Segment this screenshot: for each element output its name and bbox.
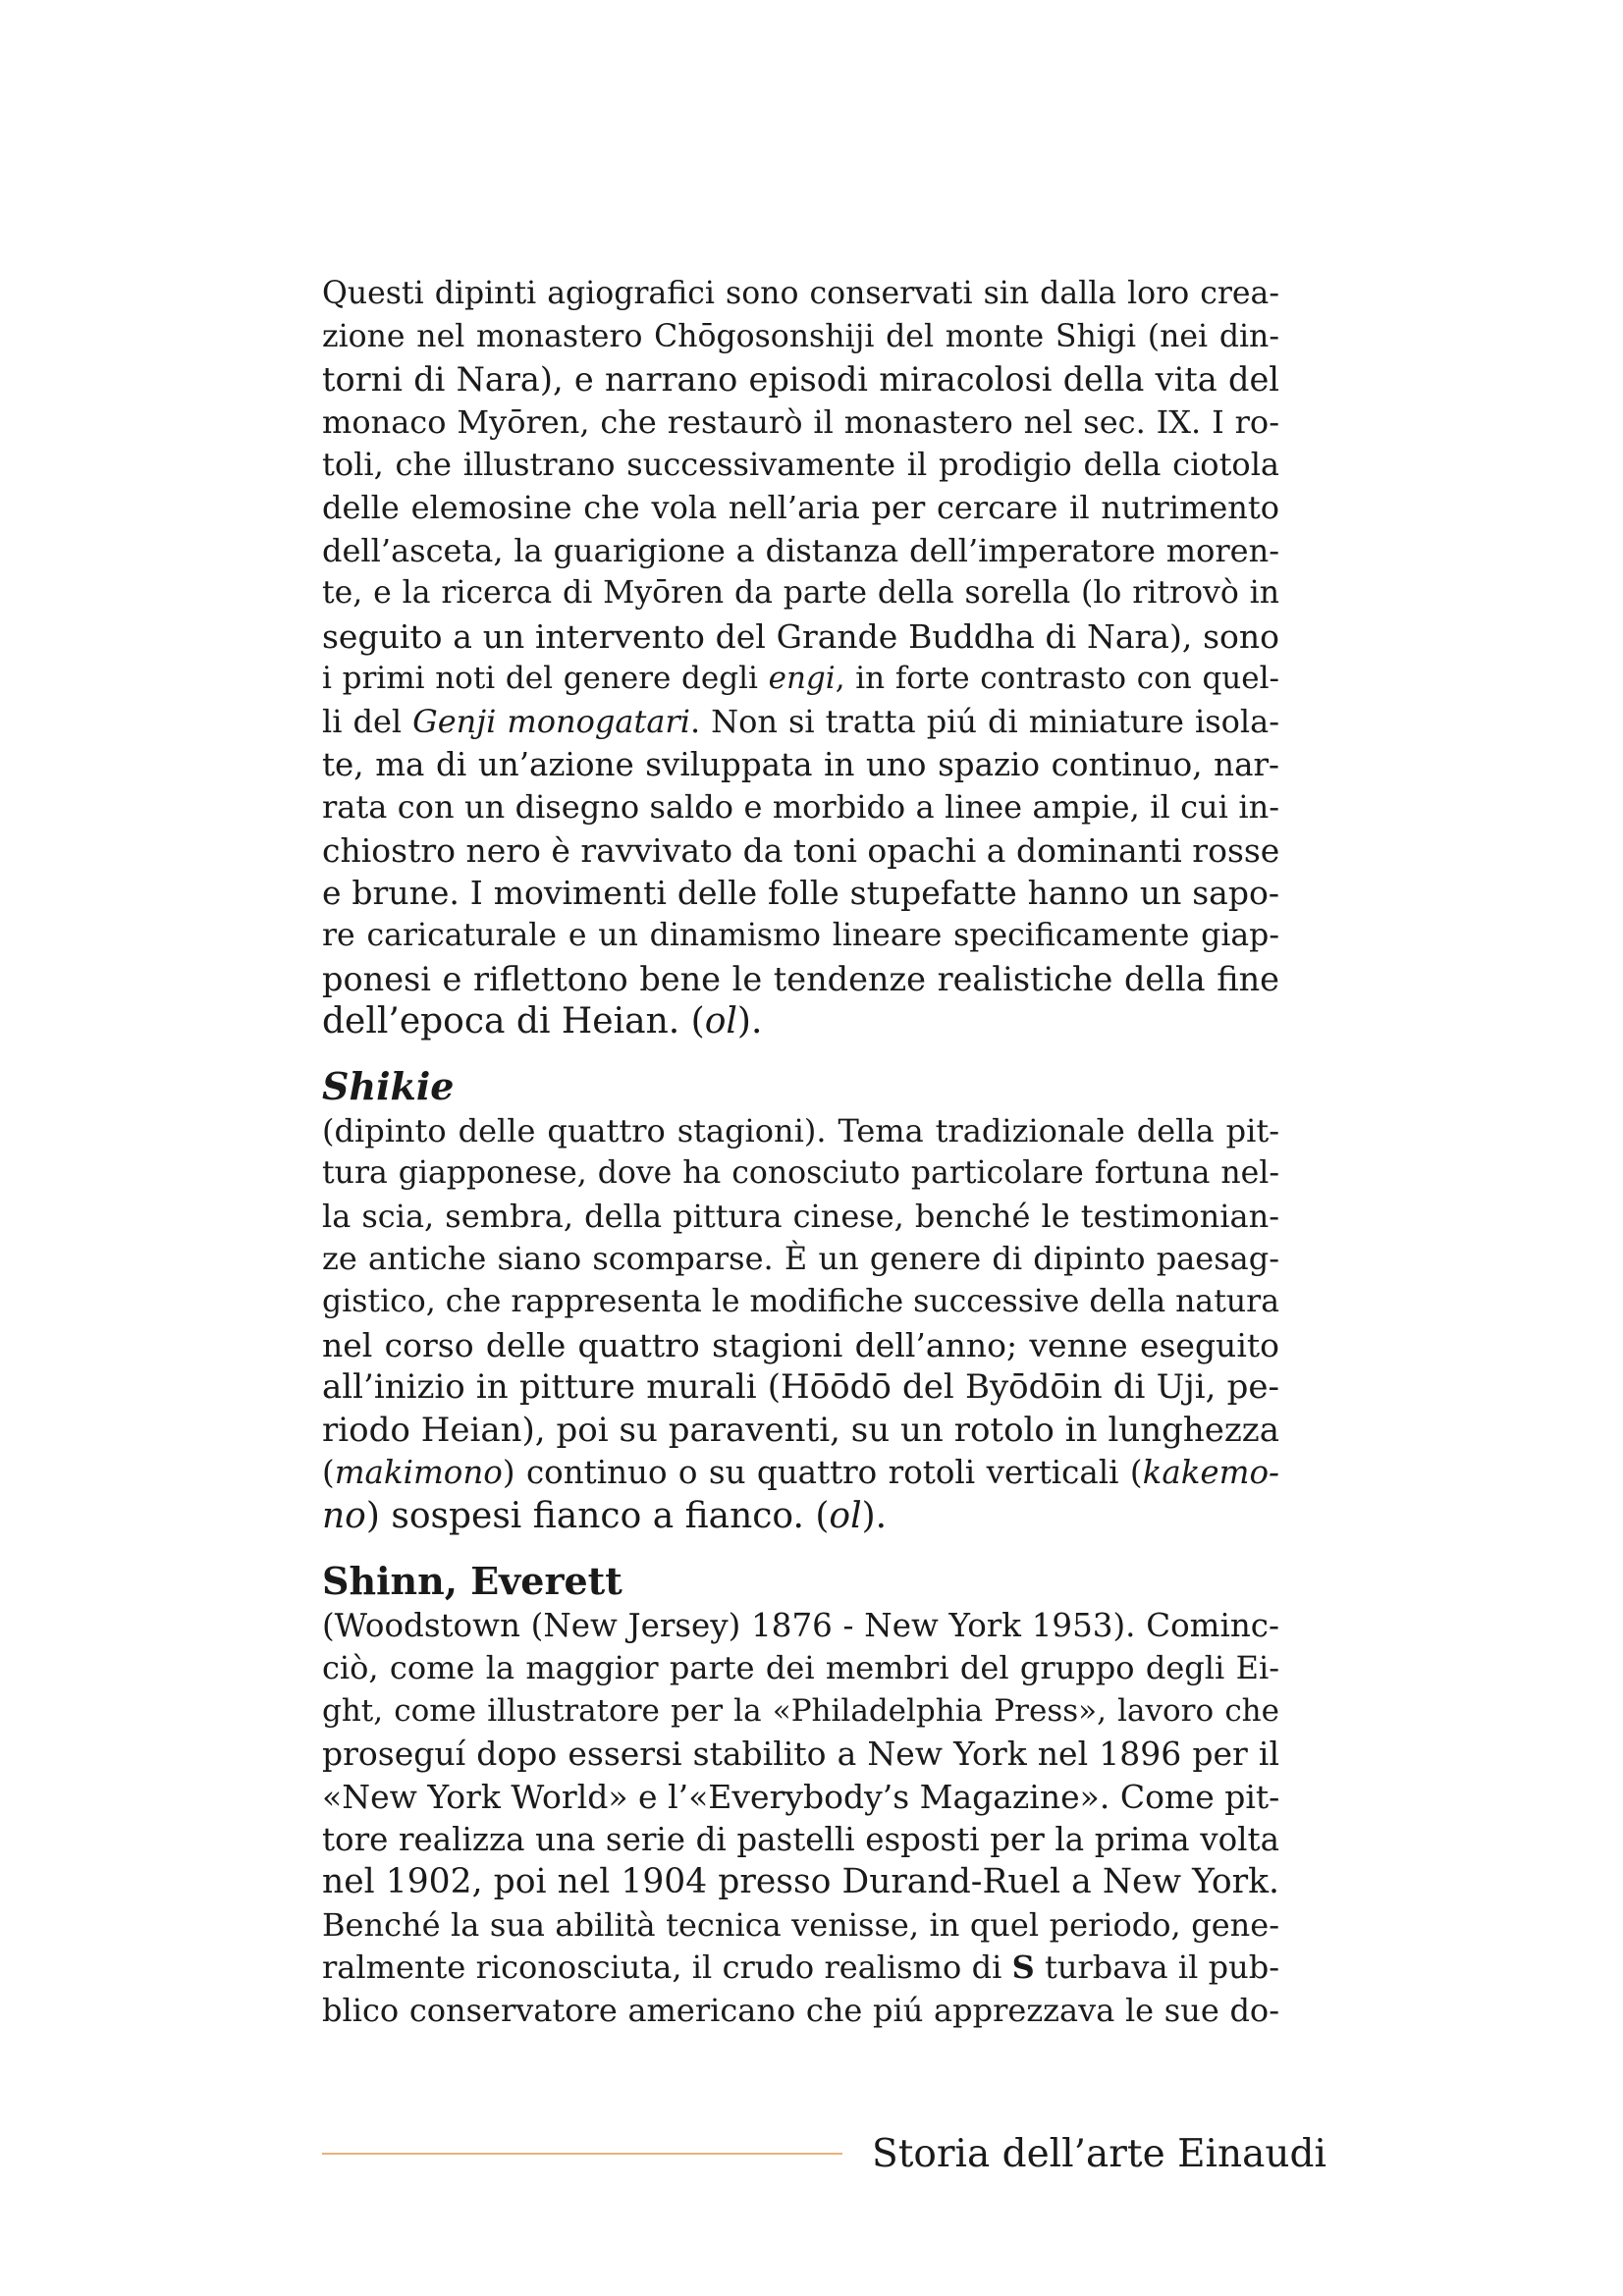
text-line: nel 1902, poi nel 1904 presso Durand-Ruel a New York. — [322, 1862, 1279, 1902]
entry-heading: Shikie — [322, 1063, 455, 1108]
text-line: dell’asceta, la guarigione a distanza dell’imperatore moren- — [322, 531, 1279, 569]
text-line: ponesi e riflettono bene le tendenze realistiche della fine — [322, 959, 1279, 998]
text-line: proseguí dopo essersi stabilito a New York nel 1896 per il — [322, 1735, 1279, 1774]
text-line: riodo Heian), poi su paraventi, su un rotolo in lunghezza — [322, 1410, 1279, 1450]
italic-term: no — [322, 1496, 366, 1537]
text-line: ght, come illustratore per la «Philadelphia Press», lavoro che — [322, 1692, 1279, 1729]
text-line: monaco Myōren, che restaurò il monastero nel sec. IX. I ro- — [322, 402, 1279, 441]
text-line: te, ma di un’azione sviluppata in uno spazio continuo, nar- — [322, 745, 1279, 783]
text-line: Benché la sua abilità tecnica venisse, in quel periodo, gene- — [322, 1905, 1279, 1944]
text-run: ( — [322, 1454, 335, 1492]
text-line — [322, 701, 1279, 744]
text-line: seguito a un intervento del Grande Buddha di Nara), sono — [322, 616, 1279, 656]
text-run: li del — [322, 702, 413, 740]
text-run: . Non si tratta piú di miniature isola- — [689, 702, 1280, 740]
text-line: (dipinto delle quattro stagioni). Tema tradizionale della pit- — [322, 1111, 1279, 1149]
text-run: turbava il pub- — [1034, 1949, 1280, 1987]
author-initials: ol — [704, 1001, 737, 1042]
text-run: ). — [861, 1496, 888, 1537]
italic-term: makimono — [334, 1454, 503, 1492]
text-line: nel corso delle quattro stagioni dell’anno; venne eseguito — [322, 1325, 1279, 1364]
entry-shinn-everett — [322, 1558, 1279, 2033]
text-line: torni di Nara), e narrano episodi miracolosi della vita del — [322, 360, 1279, 400]
text-line: chiostro nero è ravvivato da toni opachi a dominanti rosse — [322, 830, 1280, 870]
text-line — [322, 1452, 1279, 1495]
text-line: te, e la ricerca di Myōren da parte della sorella (lo ritrovò in — [322, 575, 1279, 612]
footer-rule — [322, 2153, 842, 2155]
text-run: ) continuo o su quattro rotoli verticali ( — [502, 1454, 1143, 1492]
text-line: all’inizio in pitture murali (Hōōdō del Byōdōin di Uji, pe- — [322, 1367, 1279, 1408]
text-line: ciò, come la maggior parte dei membri del gruppo degli Ei- — [322, 1649, 1279, 1687]
page-body — [322, 273, 1279, 2033]
bold-initial: S — [1011, 1949, 1035, 1987]
text-line: la scia, sembra, della pittura cinese, benché le testimonian- — [322, 1197, 1279, 1235]
text-line — [322, 1947, 1279, 1990]
footer-title: Storia dell’arte Einaudi — [872, 2131, 1326, 2176]
text-line: gistico, che rappresenta le modifiche successive della natura — [322, 1284, 1279, 1320]
text-run: ) sospesi fianco a fianco. ( — [365, 1496, 830, 1537]
section-gap — [322, 1538, 1279, 1558]
text-run: i primi noti del genere degli — [322, 661, 769, 697]
text-line: (Woodstown (New Jersey) 1876 - New York 1953). Cominc- — [322, 1606, 1279, 1644]
text-run: dell’epoca di Heian. ( — [322, 1001, 705, 1042]
text-line: Questi dipinti agiografici sono conservati sin dalla loro crea- — [322, 276, 1279, 311]
entry-shikie — [322, 1063, 1279, 1538]
text-line: e brune. I movimenti delle folle stupefatte hanno un sapo- — [322, 874, 1279, 913]
text-line — [322, 658, 1279, 701]
text-line: delle elemosine che vola nell’aria per cercare il nutrimento — [322, 488, 1279, 526]
text-line — [322, 1495, 1279, 1538]
text-line: zione nel monastero Chōgosonshiji del monte Shigi (nei din- — [322, 318, 1279, 354]
text-line: ze antiche siano scomparse. È un genere di dipinto paesag- — [322, 1240, 1279, 1278]
text-line: tore realizza una serie di pastelli esposti per la prima volta — [322, 1820, 1279, 1858]
text-line: rata con un disegno saldo e morbido a linee ampie, il cui in- — [322, 788, 1279, 827]
page-footer — [322, 2130, 1326, 2177]
text-line — [322, 1000, 1279, 1043]
author-initials: ol — [829, 1496, 862, 1537]
text-line: blico conservatore americano che piú apprezzava le sue do- — [322, 1991, 1279, 2029]
italic-term: kakemo- — [1142, 1454, 1279, 1492]
italic-title: Genji monogatari — [412, 702, 690, 740]
text-line: «New York World» e l’«Everybody’s Magazine». Come pit- — [322, 1778, 1280, 1816]
text-line: tura giapponese, dove ha conosciuto particolare fortuna nel- — [322, 1155, 1279, 1192]
section-gap — [322, 1043, 1279, 1063]
italic-term: engi — [768, 661, 836, 697]
entry-heading: Shinn, Everett — [322, 1558, 622, 1603]
entry-shigisan-continuation — [322, 273, 1279, 1043]
text-line: re caricaturale e un dinamismo lineare specificamente giap- — [322, 917, 1279, 953]
text-line: toli, che illustrano successivamente il prodigio della ciotola — [322, 446, 1279, 484]
text-run: ). — [736, 1001, 763, 1042]
text-run: ralmente riconosciuta, il crudo realismo di — [322, 1949, 1012, 1987]
text-run: , in forte contrasto con quel- — [835, 661, 1279, 697]
